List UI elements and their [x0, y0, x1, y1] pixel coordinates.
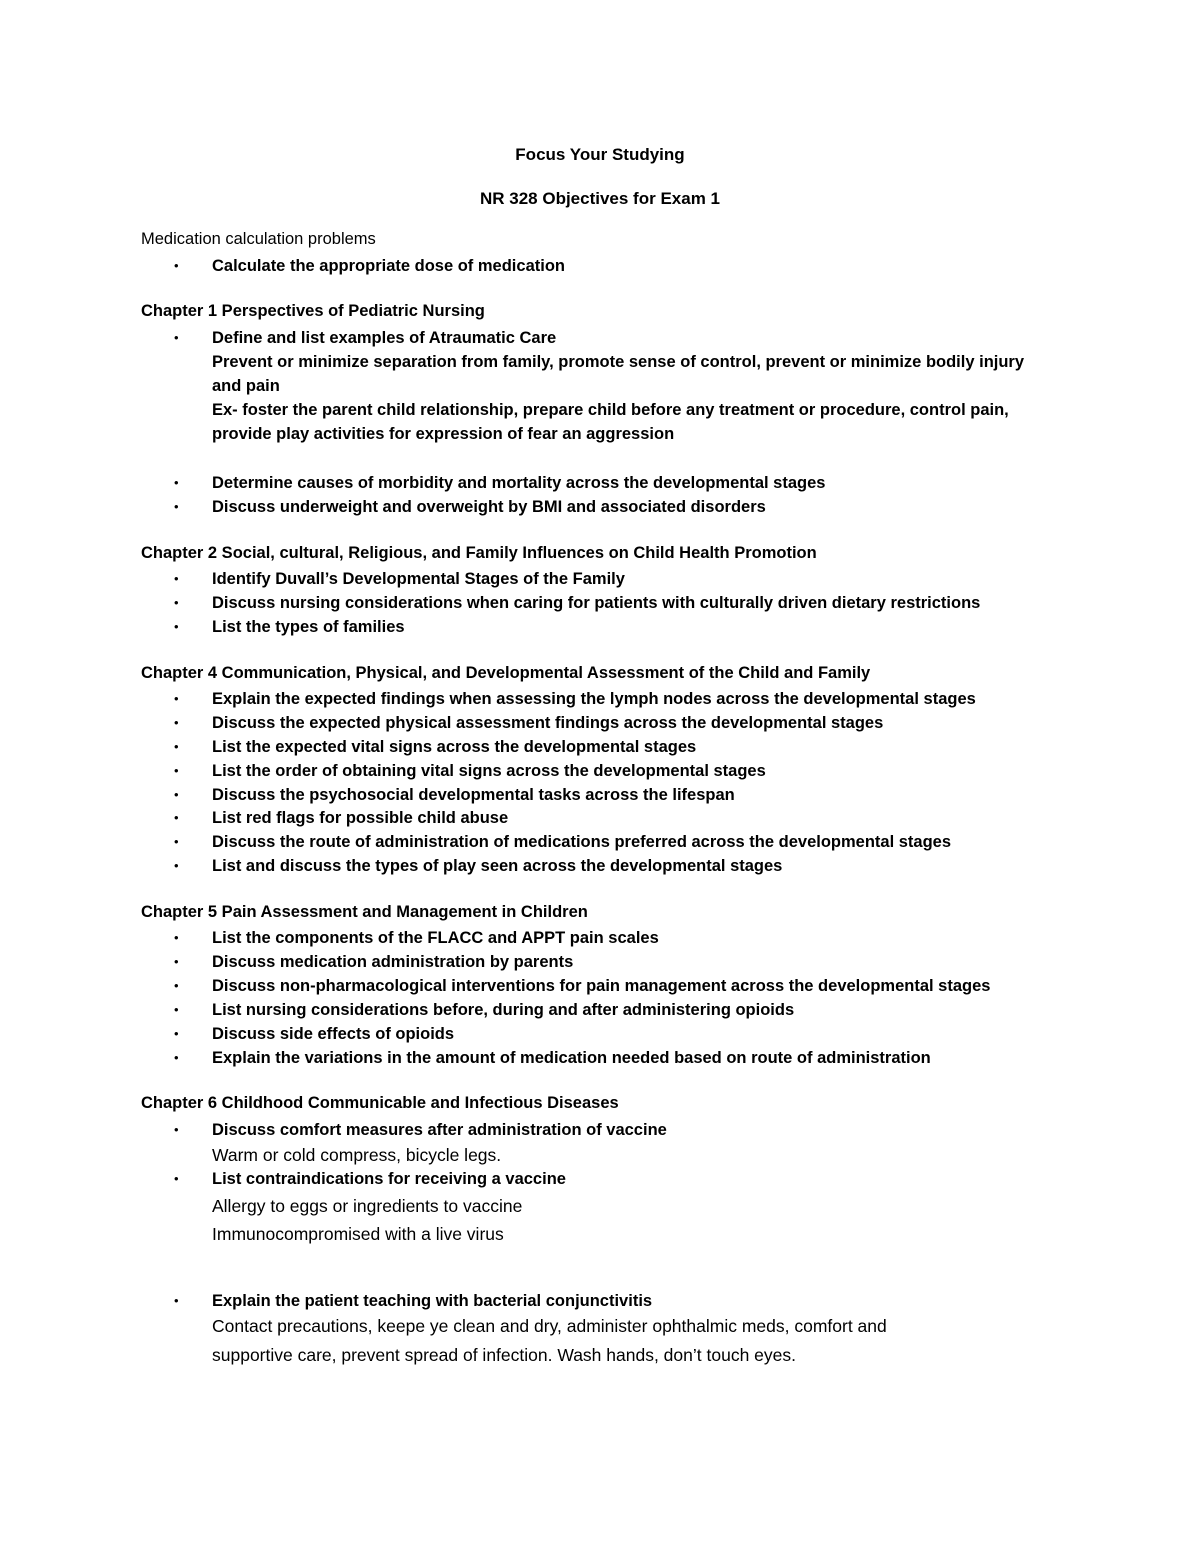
objective-item: Identify Duvall’s Developmental Stages of the Family — [212, 570, 625, 588]
objective-item: Determine causes of morbidity and mortality across the developmental stages — [212, 474, 826, 492]
bullet-icon: • — [174, 978, 179, 993]
document-title: Focus Your Studying — [515, 145, 685, 164]
objective-answer: Contact precautions, keepe ye clean and dry, administer ophthalmic meds, comfort and — [212, 1316, 887, 1336]
objective-detail: and pain — [212, 377, 280, 395]
objective-item: List the expected vital signs across the developmental stages — [212, 738, 697, 756]
bullet-icon: • — [174, 595, 179, 610]
bullet-icon: • — [174, 954, 179, 969]
objective-item: Explain the variations in the amount of medication needed based on route of administration — [212, 1049, 931, 1067]
objective-detail: provide play activities for expression of fear an aggression — [212, 425, 675, 443]
bullet-icon: • — [174, 763, 179, 778]
section-heading-ch2: Chapter 2 Social, cultural, Religious, and Family Influences on Child Health Promotion — [141, 544, 817, 562]
section-heading-med-calc: Medication calculation problems — [141, 230, 376, 248]
bullet-icon: • — [174, 1293, 179, 1308]
objective-item: List nursing considerations before, during and after administering opioids — [212, 1001, 795, 1019]
bullet-icon: • — [174, 1050, 179, 1065]
bullet-icon: • — [174, 739, 179, 754]
document-subtitle: NR 328 Objectives for Exam 1 — [479, 189, 720, 208]
bullet-icon: • — [174, 571, 179, 586]
objective-item: List contraindications for receiving a vaccine — [212, 1170, 566, 1188]
objective-item: Discuss underweight and overweight by BMI and associated disorders — [212, 498, 766, 516]
bullet-icon: • — [174, 930, 179, 945]
objective-item: Discuss side effects of opioids — [212, 1025, 455, 1043]
objective-item: Explain the patient teaching with bacterial conjunctivitis — [212, 1292, 653, 1310]
objective-item: List the order of obtaining vital signs across the developmental stages — [212, 762, 766, 780]
objective-item: Explain the expected findings when assessing the lymph nodes across the developmental stages — [212, 690, 976, 708]
objective-item: List the types of families — [212, 618, 405, 636]
bullet-icon: • — [174, 691, 179, 706]
bullet-icon: • — [174, 858, 179, 873]
section-heading-ch1: Chapter 1 Perspectives of Pediatric Nursing — [141, 302, 485, 320]
objective-answer: Allergy to eggs or ingredients to vaccine — [212, 1196, 523, 1216]
objective-item: List the components of the FLACC and APPT pain scales — [212, 929, 659, 947]
bullet-icon: • — [174, 499, 179, 514]
bullet-icon: • — [174, 810, 179, 825]
objective-answer: supportive care, prevent spread of infection. Wash hands, don’t touch eyes. — [212, 1345, 796, 1365]
section-heading-ch6: Chapter 6 Childhood Communicable and Infectious Diseases — [141, 1094, 619, 1112]
objective-detail: Prevent or minimize separation from family, promote sense of control, prevent or minimize bodily injury — [212, 353, 1025, 371]
bullet-icon: • — [174, 475, 179, 490]
bullet-icon: • — [174, 330, 179, 345]
section-heading-ch5: Chapter 5 Pain Assessment and Management in Children — [141, 903, 588, 921]
objective-item: Discuss non-pharmacological interventions for pain management across the developmental stages — [212, 977, 991, 995]
section-heading-ch4: Chapter 4 Communication, Physical, and Developmental Assessment of the Child and Family — [141, 664, 871, 682]
bullet-icon: • — [174, 1122, 179, 1137]
bullet-icon: • — [174, 1171, 179, 1186]
objective-item: Discuss the route of administration of medications preferred across the developmental stages — [212, 833, 952, 851]
bullet-icon: • — [174, 258, 179, 273]
objective-item: Discuss the psychosocial developmental tasks across the lifespan — [212, 786, 735, 804]
objective-item: List and discuss the types of play seen across the developmental stages — [212, 857, 783, 875]
bullet-icon: • — [174, 834, 179, 849]
objective-answer: Warm or cold compress, bicycle legs. — [212, 1145, 502, 1165]
objective-item: Discuss comfort measures after administration of vaccine — [212, 1121, 667, 1139]
objective-item: Discuss the expected physical assessment findings across the developmental stages — [212, 714, 884, 732]
bullet-icon: • — [174, 1026, 179, 1041]
objective-item: Discuss medication administration by parents — [212, 953, 574, 971]
objective-detail: Ex- foster the parent child relationship, prepare child before any treatment or procedure, control pain, — [212, 401, 1009, 419]
bullet-icon: • — [174, 787, 179, 802]
bullet-icon: • — [174, 715, 179, 730]
objective-item: Discuss nursing considerations when caring for patients with culturally driven dietary restrictions — [212, 594, 981, 612]
objective-item: Calculate the appropriate dose of medication — [212, 257, 565, 275]
bullet-icon: • — [174, 619, 179, 634]
objective-answer: Immunocompromised with a live virus — [212, 1224, 504, 1244]
objective-item: List red flags for possible child abuse — [212, 809, 509, 827]
objective-item: Define and list examples of Atraumatic Care — [212, 329, 557, 347]
bullet-icon: • — [174, 1002, 179, 1017]
